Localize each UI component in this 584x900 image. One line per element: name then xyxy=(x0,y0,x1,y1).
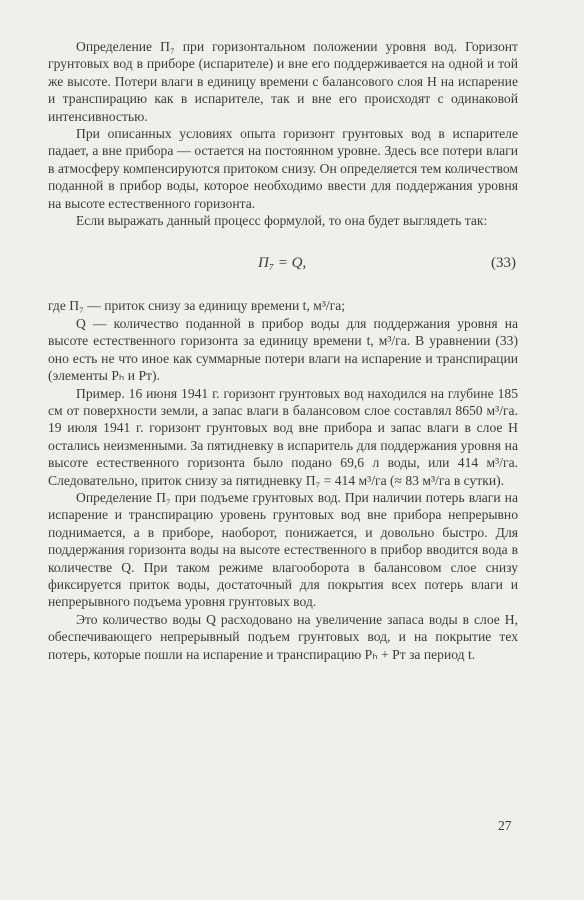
paragraph-4: где П₇ — приток снизу за единицу времени t, м³/га; xyxy=(48,298,346,314)
paragraph-5: Q — количество поданной в прибор воды для поддержания уровня на высоте естественного горизонта за единицу времени t, м³/га. В уравнении (33) оно есть не что иное как суммарные потери влаги на испарение и транспирации (элементы Pₕ и Pт). xyxy=(48,315,518,384)
paragraph-7: Определение П₇ при подъеме грунтовых вод. При наличии потерь влаги на испарение и транспирацию уровень грунтовых вод вне прибора непрерывно поднимается, а в приборе, наоборот, понижается, и довольно быстро. Для поддержания горизонта воды на высоте естественного в прибор вводится вода в количестве Q. При таком режиме влагооборота в балансовом слое снизу фиксируется приток воды, достаточный для покрытия всех потерь влаги и непрерывного подъема уровня грунтовых вод. xyxy=(48,489,518,610)
body-text xyxy=(48,38,518,663)
formula-33 xyxy=(48,255,518,275)
page-number: 27 xyxy=(498,818,512,833)
formula-expression: П₇ = Q, xyxy=(258,255,307,272)
paragraph-3: Если выражать данный процесс формулой, то она будет выглядеть так: xyxy=(76,213,488,229)
formula-number: (33) xyxy=(491,255,516,272)
paragraph-6: Пример. 16 июня 1941 г. горизонт грунтовых вод находился на глубине 185 см от поверхности земли, а запас влаги в балансовом слое составлял 8650 м³/га. 19 июля 1941 г. горизонт грунтовых вод вне прибора и запас влаги в слое H остались неизменными. За пятидневку в испаритель для поддержания уровня на высоте естественного горизонта было подано 69,6 л воды, или 414 м³/га. Следовательно, приток снизу за пятидневку П₇ = 414 м³/га (≈ 83 м³/га в сутки). xyxy=(48,385,518,488)
paragraph-8: Это количество воды Q расходовано на увеличение запаса воды в слое H, обеспечивающего непрерывный подъем грунтовых вод, и на покрытие тех потерь, которые пошли на испарение и транспирацию Pₕ + Pт за период t. xyxy=(48,611,518,662)
paragraph-1: Определение П₇ при горизонтальном положении уровня вод. Горизонт грунтовых вод в приборе (испарителе) и вне его поддерживается на одной и той же высоте. Потери влаги в единицу времени с балансового слоя H на испарение и транспирацию как в испарителе, так и вне его происходят с одинаковой интенсивностью. xyxy=(48,39,518,124)
paragraph-2: При описанных условиях опыта горизонт грунтовых вод в испарителе падает, а вне прибора — остается на постоянном уровне. Здесь все потери влаги в атмосферу компенсируются притоком снизу. Он определяется тем количеством поданной в прибор воды, которое необходимо ввести для поддержания уровня на высоте естественного горизонта. xyxy=(48,126,518,211)
